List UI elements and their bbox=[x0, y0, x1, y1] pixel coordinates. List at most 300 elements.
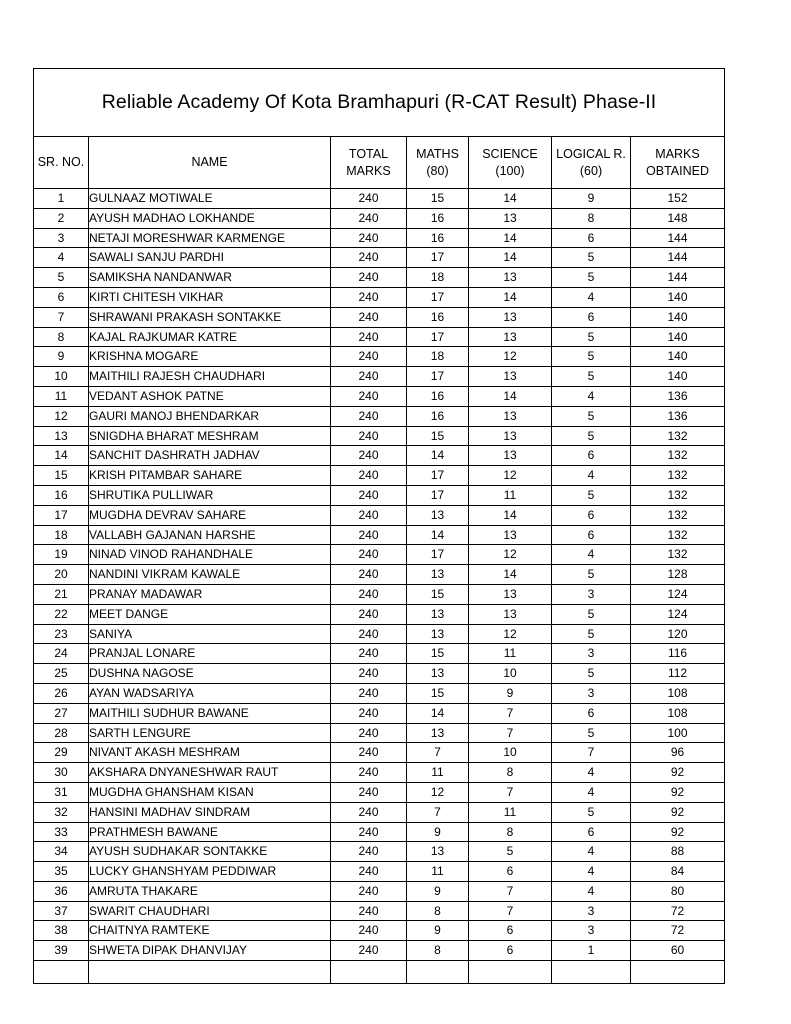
cell-total: 240 bbox=[331, 327, 407, 347]
cell-logical: 5 bbox=[552, 426, 631, 446]
cell-sr: 22 bbox=[34, 604, 89, 624]
cell-sr: 13 bbox=[34, 426, 89, 446]
cell-science: 9 bbox=[469, 683, 552, 703]
cell-total: 240 bbox=[331, 901, 407, 921]
cell-maths: 15 bbox=[407, 189, 469, 209]
cell-logical: 5 bbox=[552, 248, 631, 268]
cell-maths: 17 bbox=[407, 545, 469, 565]
cell-science: 13 bbox=[469, 604, 552, 624]
cell-total: 240 bbox=[331, 307, 407, 327]
cell-obtained: 116 bbox=[631, 644, 725, 664]
cell-name: AMRUTA THAKARE bbox=[89, 881, 331, 901]
cell-logical: 4 bbox=[552, 545, 631, 565]
column-header-line2: MARKS bbox=[346, 163, 391, 178]
cell-total: 240 bbox=[331, 485, 407, 505]
cell-name: MUGDHA GHANSHAM KISAN bbox=[89, 782, 331, 802]
cell-logical: 5 bbox=[552, 327, 631, 347]
table-row bbox=[34, 228, 725, 248]
table-row bbox=[34, 347, 725, 367]
cell-logical: 6 bbox=[552, 822, 631, 842]
cell-science: 14 bbox=[469, 386, 552, 406]
cell-obtained: 108 bbox=[631, 703, 725, 723]
cell-obtained: 96 bbox=[631, 743, 725, 763]
cell-science: 11 bbox=[469, 802, 552, 822]
cell-maths: 16 bbox=[407, 228, 469, 248]
cell-science: 7 bbox=[469, 703, 552, 723]
cell-name: SHRAWANI PRAKASH SONTAKKE bbox=[89, 307, 331, 327]
table-head bbox=[34, 69, 725, 189]
cell-obtained: 60 bbox=[631, 941, 725, 961]
blank-cell-logical bbox=[552, 961, 631, 984]
cell-maths: 16 bbox=[407, 208, 469, 228]
cell-logical: 3 bbox=[552, 921, 631, 941]
cell-maths: 14 bbox=[407, 446, 469, 466]
cell-total: 240 bbox=[331, 921, 407, 941]
cell-maths: 13 bbox=[407, 624, 469, 644]
cell-science: 14 bbox=[469, 248, 552, 268]
cell-sr: 5 bbox=[34, 268, 89, 288]
cell-sr: 6 bbox=[34, 287, 89, 307]
table-row bbox=[34, 743, 725, 763]
blank-cell-sr bbox=[34, 961, 89, 984]
cell-total: 240 bbox=[331, 565, 407, 585]
cell-sr: 19 bbox=[34, 545, 89, 565]
cell-total: 240 bbox=[331, 664, 407, 684]
cell-science: 13 bbox=[469, 446, 552, 466]
cell-maths: 18 bbox=[407, 347, 469, 367]
cell-name: NETAJI MORESHWAR KARMENGE bbox=[89, 228, 331, 248]
column-header-line1: SR. NO. bbox=[37, 155, 85, 170]
table-row bbox=[34, 545, 725, 565]
cell-maths: 11 bbox=[407, 763, 469, 783]
table-row bbox=[34, 367, 725, 387]
cell-maths: 15 bbox=[407, 683, 469, 703]
cell-obtained: 132 bbox=[631, 446, 725, 466]
table-row bbox=[34, 406, 725, 426]
cell-name: LUCKY GHANSHYAM PEDDIWAR bbox=[89, 862, 331, 882]
cell-science: 10 bbox=[469, 743, 552, 763]
cell-maths: 17 bbox=[407, 485, 469, 505]
cell-maths: 13 bbox=[407, 664, 469, 684]
table-row bbox=[34, 723, 725, 743]
cell-total: 240 bbox=[331, 406, 407, 426]
column-header-line1: SCIENCE bbox=[482, 146, 538, 161]
cell-name: SAMIKSHA NANDANWAR bbox=[89, 268, 331, 288]
cell-science: 10 bbox=[469, 664, 552, 684]
cell-obtained: 136 bbox=[631, 406, 725, 426]
column-header-line1: LOGICAL R. bbox=[556, 146, 626, 161]
cell-obtained: 132 bbox=[631, 525, 725, 545]
table-row bbox=[34, 941, 725, 961]
cell-science: 13 bbox=[469, 584, 552, 604]
cell-total: 240 bbox=[331, 208, 407, 228]
cell-science: 5 bbox=[469, 842, 552, 862]
cell-sr: 2 bbox=[34, 208, 89, 228]
cell-logical: 9 bbox=[552, 189, 631, 209]
cell-logical: 4 bbox=[552, 386, 631, 406]
cell-science: 13 bbox=[469, 406, 552, 426]
cell-maths: 8 bbox=[407, 941, 469, 961]
table-row bbox=[34, 664, 725, 684]
cell-sr: 30 bbox=[34, 763, 89, 783]
cell-obtained: 72 bbox=[631, 901, 725, 921]
cell-obtained: 148 bbox=[631, 208, 725, 228]
table-row bbox=[34, 862, 725, 882]
cell-obtained: 132 bbox=[631, 545, 725, 565]
cell-maths: 12 bbox=[407, 782, 469, 802]
table-row bbox=[34, 565, 725, 585]
cell-total: 240 bbox=[331, 584, 407, 604]
cell-sr: 28 bbox=[34, 723, 89, 743]
column-header-line1: TOTAL bbox=[348, 146, 389, 161]
cell-logical: 3 bbox=[552, 584, 631, 604]
column-header-line2: (60) bbox=[579, 163, 603, 178]
cell-maths: 17 bbox=[407, 248, 469, 268]
cell-obtained: 144 bbox=[631, 248, 725, 268]
cell-obtained: 80 bbox=[631, 881, 725, 901]
cell-total: 240 bbox=[331, 189, 407, 209]
cell-science: 6 bbox=[469, 941, 552, 961]
cell-maths: 7 bbox=[407, 802, 469, 822]
cell-obtained: 132 bbox=[631, 426, 725, 446]
cell-science: 13 bbox=[469, 208, 552, 228]
cell-name: SWARIT CHAUDHARI bbox=[89, 901, 331, 921]
cell-logical: 7 bbox=[552, 743, 631, 763]
cell-sr: 8 bbox=[34, 327, 89, 347]
table-row bbox=[34, 822, 725, 842]
result-table bbox=[33, 68, 725, 984]
cell-sr: 17 bbox=[34, 505, 89, 525]
table-row bbox=[34, 307, 725, 327]
cell-obtained: 132 bbox=[631, 505, 725, 525]
table-row bbox=[34, 426, 725, 446]
table-row bbox=[34, 248, 725, 268]
cell-maths: 17 bbox=[407, 466, 469, 486]
cell-total: 240 bbox=[331, 525, 407, 545]
cell-obtained: 92 bbox=[631, 822, 725, 842]
cell-name: SNIGDHA BHARAT MESHRAM bbox=[89, 426, 331, 446]
table-row bbox=[34, 901, 725, 921]
cell-name: SARTH LENGURE bbox=[89, 723, 331, 743]
cell-logical: 5 bbox=[552, 723, 631, 743]
cell-maths: 9 bbox=[407, 921, 469, 941]
cell-maths: 13 bbox=[407, 565, 469, 585]
cell-logical: 6 bbox=[552, 505, 631, 525]
cell-science: 13 bbox=[469, 367, 552, 387]
table-row bbox=[34, 386, 725, 406]
cell-total: 240 bbox=[331, 228, 407, 248]
cell-obtained: 152 bbox=[631, 189, 725, 209]
cell-name: SANCHIT DASHRATH JADHAV bbox=[89, 446, 331, 466]
cell-obtained: 128 bbox=[631, 565, 725, 585]
cell-sr: 24 bbox=[34, 644, 89, 664]
table-row bbox=[34, 644, 725, 664]
cell-sr: 33 bbox=[34, 822, 89, 842]
cell-name: VEDANT ASHOK PATNE bbox=[89, 386, 331, 406]
cell-name: SHWETA DIPAK DHANVIJAY bbox=[89, 941, 331, 961]
cell-obtained: 92 bbox=[631, 802, 725, 822]
cell-obtained: 108 bbox=[631, 683, 725, 703]
cell-sr: 9 bbox=[34, 347, 89, 367]
cell-maths: 15 bbox=[407, 644, 469, 664]
cell-science: 11 bbox=[469, 644, 552, 664]
cell-name: AYUSH MADHAO LOKHANDE bbox=[89, 208, 331, 228]
blank-cell-science bbox=[469, 961, 552, 984]
cell-logical: 8 bbox=[552, 208, 631, 228]
cell-obtained: 84 bbox=[631, 862, 725, 882]
cell-name: GAURI MANOJ BHENDARKAR bbox=[89, 406, 331, 426]
blank-cell-name bbox=[89, 961, 331, 984]
column-header-total bbox=[331, 137, 407, 189]
cell-logical: 5 bbox=[552, 604, 631, 624]
cell-obtained: 92 bbox=[631, 782, 725, 802]
cell-logical: 5 bbox=[552, 406, 631, 426]
column-header-line2: (100) bbox=[495, 163, 525, 178]
blank-cell-maths bbox=[407, 961, 469, 984]
cell-obtained: 144 bbox=[631, 228, 725, 248]
cell-maths: 8 bbox=[407, 901, 469, 921]
column-header-line1: NAME bbox=[191, 155, 228, 170]
cell-name: SANIYA bbox=[89, 624, 331, 644]
cell-total: 240 bbox=[331, 881, 407, 901]
column-header-sr bbox=[34, 137, 89, 189]
cell-obtained: 120 bbox=[631, 624, 725, 644]
table-row bbox=[34, 782, 725, 802]
cell-sr: 11 bbox=[34, 386, 89, 406]
cell-total: 240 bbox=[331, 287, 407, 307]
cell-total: 240 bbox=[331, 763, 407, 783]
cell-maths: 9 bbox=[407, 822, 469, 842]
cell-logical: 5 bbox=[552, 367, 631, 387]
cell-science: 13 bbox=[469, 307, 552, 327]
cell-logical: 4 bbox=[552, 466, 631, 486]
cell-obtained: 140 bbox=[631, 347, 725, 367]
cell-science: 14 bbox=[469, 287, 552, 307]
cell-name: AKSHARA DNYANESHWAR RAUT bbox=[89, 763, 331, 783]
cell-name: AYUSH SUDHAKAR SONTAKKE bbox=[89, 842, 331, 862]
cell-maths: 13 bbox=[407, 604, 469, 624]
cell-name: KRISHNA MOGARE bbox=[89, 347, 331, 367]
cell-name: NANDINI VIKRAM KAWALE bbox=[89, 565, 331, 585]
cell-name: KIRTI CHITESH VIKHAR bbox=[89, 287, 331, 307]
cell-total: 240 bbox=[331, 624, 407, 644]
table-row bbox=[34, 842, 725, 862]
cell-obtained: 124 bbox=[631, 584, 725, 604]
table-row bbox=[34, 703, 725, 723]
cell-science: 14 bbox=[469, 228, 552, 248]
cell-logical: 6 bbox=[552, 228, 631, 248]
table-row bbox=[34, 921, 725, 941]
column-header-line1: MATHS bbox=[416, 146, 459, 161]
cell-total: 240 bbox=[331, 426, 407, 446]
column-header-logical bbox=[552, 137, 631, 189]
cell-sr: 37 bbox=[34, 901, 89, 921]
cell-maths: 15 bbox=[407, 426, 469, 446]
cell-science: 12 bbox=[469, 466, 552, 486]
cell-total: 240 bbox=[331, 604, 407, 624]
cell-logical: 5 bbox=[552, 624, 631, 644]
column-header-line2: (80) bbox=[426, 163, 449, 178]
page-title: Reliable Academy Of Kota Bramhapuri (R-CAT Result) Phase-II bbox=[34, 69, 725, 137]
cell-logical: 3 bbox=[552, 683, 631, 703]
cell-logical: 5 bbox=[552, 664, 631, 684]
cell-science: 8 bbox=[469, 822, 552, 842]
table-row bbox=[34, 763, 725, 783]
table-row bbox=[34, 505, 725, 525]
cell-sr: 21 bbox=[34, 584, 89, 604]
cell-sr: 14 bbox=[34, 446, 89, 466]
cell-sr: 29 bbox=[34, 743, 89, 763]
table-row bbox=[34, 189, 725, 209]
cell-obtained: 112 bbox=[631, 664, 725, 684]
cell-sr: 35 bbox=[34, 862, 89, 882]
cell-sr: 18 bbox=[34, 525, 89, 545]
cell-sr: 23 bbox=[34, 624, 89, 644]
cell-logical: 5 bbox=[552, 268, 631, 288]
cell-obtained: 136 bbox=[631, 386, 725, 406]
cell-science: 7 bbox=[469, 901, 552, 921]
cell-name: KRISH PITAMBAR SAHARE bbox=[89, 466, 331, 486]
cell-sr: 20 bbox=[34, 565, 89, 585]
cell-science: 7 bbox=[469, 782, 552, 802]
cell-total: 240 bbox=[331, 446, 407, 466]
cell-total: 240 bbox=[331, 644, 407, 664]
cell-name: MAITHILI SUDHUR BAWANE bbox=[89, 703, 331, 723]
cell-name: MUGDHA DEVRAV SAHARE bbox=[89, 505, 331, 525]
table-row bbox=[34, 466, 725, 486]
cell-total: 240 bbox=[331, 703, 407, 723]
cell-sr: 4 bbox=[34, 248, 89, 268]
cell-maths: 17 bbox=[407, 327, 469, 347]
table-header-row bbox=[34, 137, 725, 189]
cell-name: AYAN WADSARIYA bbox=[89, 683, 331, 703]
cell-science: 14 bbox=[469, 505, 552, 525]
cell-name: GULNAAZ MOTIWALE bbox=[89, 189, 331, 209]
cell-logical: 4 bbox=[552, 763, 631, 783]
cell-logical: 6 bbox=[552, 525, 631, 545]
cell-maths: 15 bbox=[407, 584, 469, 604]
table-row bbox=[34, 881, 725, 901]
column-header-name bbox=[89, 137, 331, 189]
cell-total: 240 bbox=[331, 941, 407, 961]
cell-name: PRANAY MADAWAR bbox=[89, 584, 331, 604]
cell-total: 240 bbox=[331, 386, 407, 406]
cell-total: 240 bbox=[331, 545, 407, 565]
table-row bbox=[34, 287, 725, 307]
cell-name: KAJAL RAJKUMAR KATRE bbox=[89, 327, 331, 347]
cell-logical: 4 bbox=[552, 782, 631, 802]
table-row bbox=[34, 802, 725, 822]
cell-name: CHAITNYA RAMTEKE bbox=[89, 921, 331, 941]
cell-maths: 16 bbox=[407, 386, 469, 406]
cell-science: 12 bbox=[469, 347, 552, 367]
cell-obtained: 124 bbox=[631, 604, 725, 624]
cell-obtained: 140 bbox=[631, 307, 725, 327]
table-row bbox=[34, 624, 725, 644]
column-header-maths bbox=[407, 137, 469, 189]
table-row bbox=[34, 604, 725, 624]
cell-total: 240 bbox=[331, 683, 407, 703]
cell-logical: 5 bbox=[552, 485, 631, 505]
cell-science: 12 bbox=[469, 624, 552, 644]
cell-logical: 5 bbox=[552, 565, 631, 585]
cell-logical: 4 bbox=[552, 287, 631, 307]
cell-total: 240 bbox=[331, 367, 407, 387]
cell-maths: 13 bbox=[407, 842, 469, 862]
cell-maths: 17 bbox=[407, 367, 469, 387]
cell-total: 240 bbox=[331, 802, 407, 822]
cell-maths: 7 bbox=[407, 743, 469, 763]
cell-sr: 34 bbox=[34, 842, 89, 862]
cell-maths: 18 bbox=[407, 268, 469, 288]
cell-sr: 31 bbox=[34, 782, 89, 802]
table-row bbox=[34, 208, 725, 228]
table-row bbox=[34, 446, 725, 466]
cell-logical: 3 bbox=[552, 644, 631, 664]
table-row bbox=[34, 327, 725, 347]
cell-total: 240 bbox=[331, 842, 407, 862]
table-body bbox=[34, 189, 725, 984]
cell-obtained: 140 bbox=[631, 367, 725, 387]
cell-obtained: 100 bbox=[631, 723, 725, 743]
cell-sr: 15 bbox=[34, 466, 89, 486]
cell-obtained: 88 bbox=[631, 842, 725, 862]
cell-science: 11 bbox=[469, 485, 552, 505]
cell-science: 14 bbox=[469, 189, 552, 209]
cell-obtained: 92 bbox=[631, 763, 725, 783]
cell-logical: 6 bbox=[552, 446, 631, 466]
cell-logical: 1 bbox=[552, 941, 631, 961]
cell-sr: 3 bbox=[34, 228, 89, 248]
cell-maths: 11 bbox=[407, 862, 469, 882]
cell-maths: 17 bbox=[407, 287, 469, 307]
cell-name: MEET DANGE bbox=[89, 604, 331, 624]
cell-logical: 5 bbox=[552, 802, 631, 822]
cell-maths: 14 bbox=[407, 525, 469, 545]
cell-sr: 16 bbox=[34, 485, 89, 505]
blank-cell-total bbox=[331, 961, 407, 984]
cell-logical: 4 bbox=[552, 862, 631, 882]
column-header-line1: MARKS bbox=[655, 146, 700, 161]
cell-name: SAWALI SANJU PARDHI bbox=[89, 248, 331, 268]
table-blank-row bbox=[34, 961, 725, 984]
cell-logical: 4 bbox=[552, 881, 631, 901]
cell-name: MAITHILI RAJESH CHAUDHARI bbox=[89, 367, 331, 387]
cell-science: 8 bbox=[469, 763, 552, 783]
cell-total: 240 bbox=[331, 782, 407, 802]
cell-total: 240 bbox=[331, 268, 407, 288]
cell-sr: 26 bbox=[34, 683, 89, 703]
cell-sr: 38 bbox=[34, 921, 89, 941]
cell-sr: 32 bbox=[34, 802, 89, 822]
cell-obtained: 140 bbox=[631, 327, 725, 347]
table-row bbox=[34, 584, 725, 604]
table-row bbox=[34, 683, 725, 703]
cell-sr: 7 bbox=[34, 307, 89, 327]
cell-total: 240 bbox=[331, 862, 407, 882]
cell-science: 13 bbox=[469, 426, 552, 446]
cell-name: PRANJAL LONARE bbox=[89, 644, 331, 664]
cell-logical: 4 bbox=[552, 842, 631, 862]
cell-sr: 12 bbox=[34, 406, 89, 426]
cell-sr: 36 bbox=[34, 881, 89, 901]
cell-logical: 5 bbox=[552, 347, 631, 367]
cell-maths: 16 bbox=[407, 406, 469, 426]
cell-name: HANSINI MADHAV SINDRAM bbox=[89, 802, 331, 822]
table-row bbox=[34, 268, 725, 288]
cell-obtained: 140 bbox=[631, 287, 725, 307]
cell-obtained: 144 bbox=[631, 268, 725, 288]
